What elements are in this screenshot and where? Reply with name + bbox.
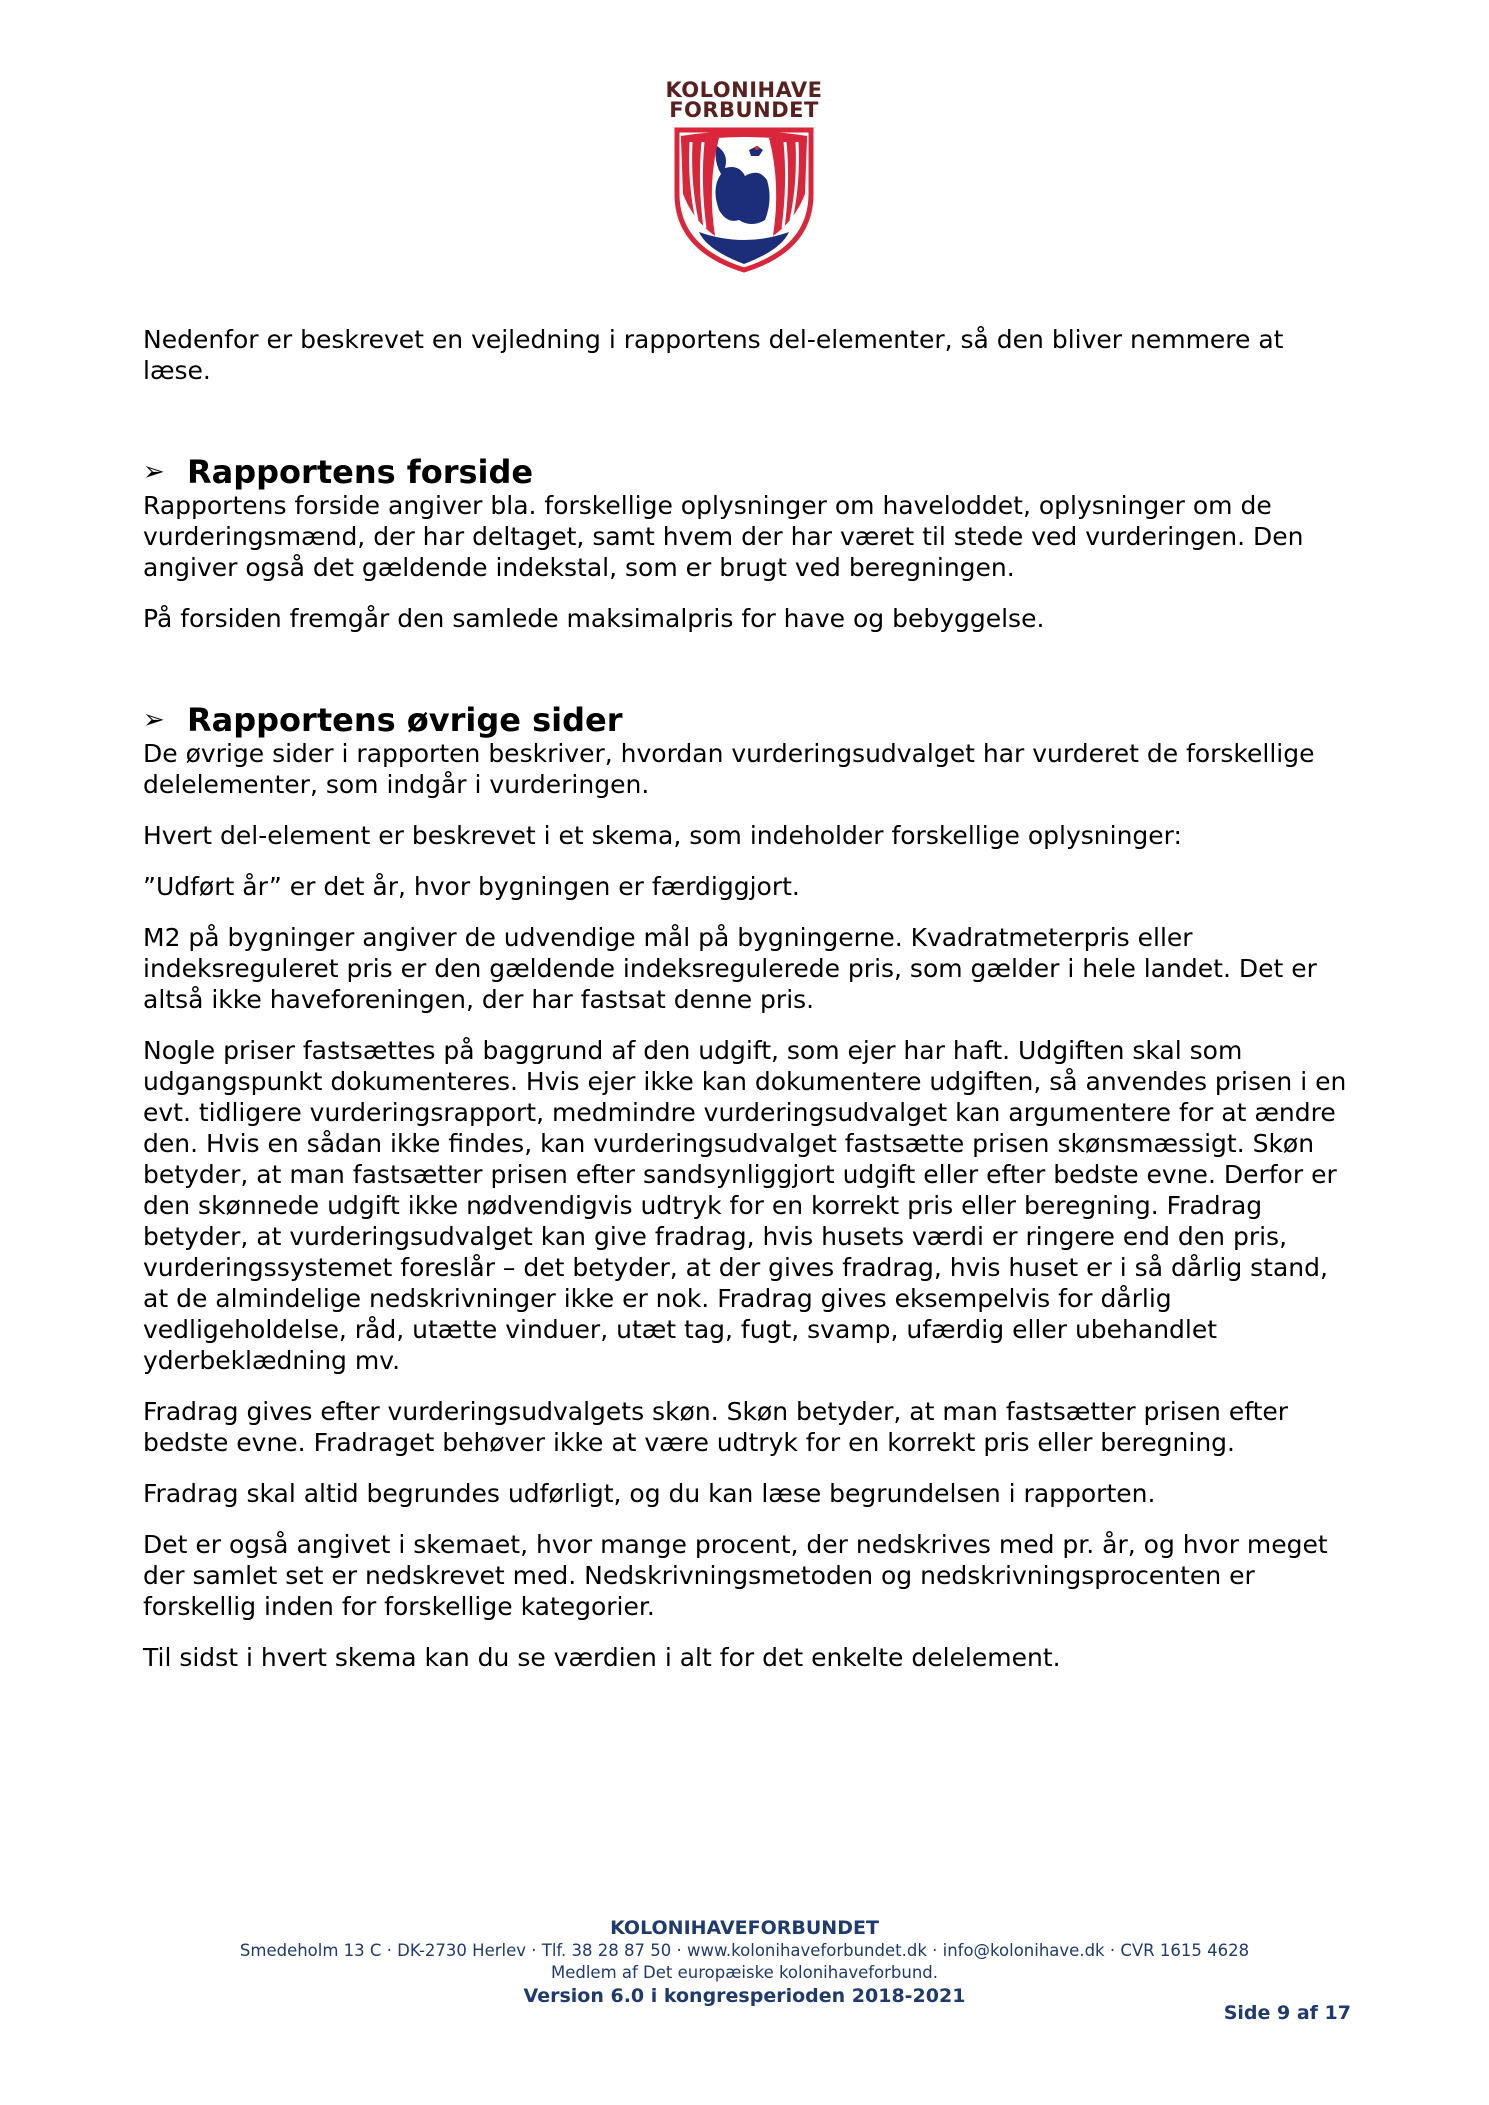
footer-address: Smedeholm 13 C · DK-2730 Herlev · Tlf. 38 28 87 50 · www.kolonihaveforbundet.dk · info@kolonihave.dk · CVR 1615 4628	[239, 1941, 1250, 1960]
section-heading-oevrige-sider	[143, 702, 1353, 738]
paragraph: M2 på bygninger angiver de udvendige mål på bygningerne. Kvadratmeterpris eller indeksreguleret pris er den gældende indeksregulerede pris, som gælder i hele landet. Det er altså ikke haveforeningen, der har fastsat denne pris.	[143, 923, 1317, 1014]
footer-org: KOLONIHAVEFORBUNDET	[610, 1917, 879, 1939]
footer-member: Medlem af Det europæiske kolonihaveforbund.	[550, 1963, 939, 1982]
footer-version: Version 6.0 i kongresperioden 2018-2021	[523, 1985, 966, 2007]
section-heading-forside	[143, 454, 1353, 490]
paragraph: Rapportens forside angiver bla. forskellige oplysninger om haveloddet, oplysninger om de vurderingsmænd, der har deltaget, samt hvem der har været til stede ved vurderingen. Den angiver også det gældende indekstal, som er brugt ved beregningen.	[143, 491, 1304, 582]
paragraph: På forsiden fremgår den samlede maksimalpris for have og bebyggelse.	[143, 604, 1045, 633]
section-title: Rapportens øvrige sider	[187, 701, 623, 739]
paragraph: Nogle priser fastsættes på baggrund af den udgift, som ejer har haft. Udgiften skal som udgangspunkt dokumenteres. Hvis ejer ikke kan dokumentere udgiften, så anvendes prisen i en evt. tidligere vurderingsrapport, medmindre vurderingsudvalget kan argumentere for at ændre den. Hvis en sådan ikke findes, kan vurderingsudvalget fastsætte prisen skønsmæssigt. Skøn betyder, at man fastsætter prisen efter sandsynliggjort udgift eller efter bedste evne. Derfor er den skønnede udgift ikke nødvendigvis udtryk for en korrekt pris eller beregning. Fradrag betyder, at vurderingsudvalget kan give fradrag, hvis husets værdi er ringere end den pris, vurderingssystemet foreslår – det betyder, at der gives fradrag, hvis huset er i så dårlig stand, at de almindelige nedskrivninger ikke er nok. Fradrag gives eksempelvis for dårlig vedligeholdelse, råd, utætte vinduer, utæt tag, fugt, svamp, ufærdig eller ubehandlet yderbeklædning mv.	[143, 1036, 1347, 1375]
logo	[660, 80, 828, 270]
section-title: Rapportens forside	[187, 453, 534, 491]
page-number: Side 9 af 17	[1223, 2002, 1351, 2024]
paragraph: Til sidst i hvert skema kan du se værdien i alt for det enkelte delelement.	[143, 1643, 1061, 1672]
paragraph: Hvert del-element er beskrevet i et skema, som indeholder forskellige oplysninger:	[143, 821, 1182, 850]
logo-line2: FORBUNDET	[669, 98, 819, 122]
document-body	[143, 324, 1353, 1693]
paragraph: ”Udført år” er det år, hvor bygningen er færdiggjort.	[143, 872, 800, 901]
paragraph: Det er også angivet i skemaet, hvor mange procent, der nedskrives med pr. år, og hvor meget der samlet set er nedskrevet med. Nedskrivningsmetoden og nedskrivningsprocenten er forskellig inden for forskellige kategorier.	[143, 1530, 1328, 1621]
arrow-bullet-icon: ➢	[143, 705, 165, 735]
arrow-bullet-icon: ➢	[143, 457, 165, 487]
paragraph: De øvrige sider i rapporten beskriver, hvordan vurderingsudvalget har vurderet de forskellige delelementer, som indgår i vurderingen.	[143, 739, 1315, 799]
paragraph: Fradrag gives efter vurderingsudvalgets skøn. Skøn betyder, at man fastsætter prisen efter bedste evne. Fradraget behøver ikke at være udtryk for en korrekt pris eller beregning.	[143, 1397, 1289, 1457]
page-footer	[0, 1916, 1489, 2008]
paragraph: Fradrag skal altid begrundes udførligt, og du kan læse begrundelsen i rapporten.	[143, 1479, 1156, 1508]
coat-of-arms-icon	[669, 124, 819, 274]
logo-line1: KOLONIHAVE	[665, 78, 823, 102]
intro-paragraph: Nedenfor er beskrevet en vejledning i rapportens del-elementer, så den bliver nemmere at læse.	[143, 325, 1284, 385]
